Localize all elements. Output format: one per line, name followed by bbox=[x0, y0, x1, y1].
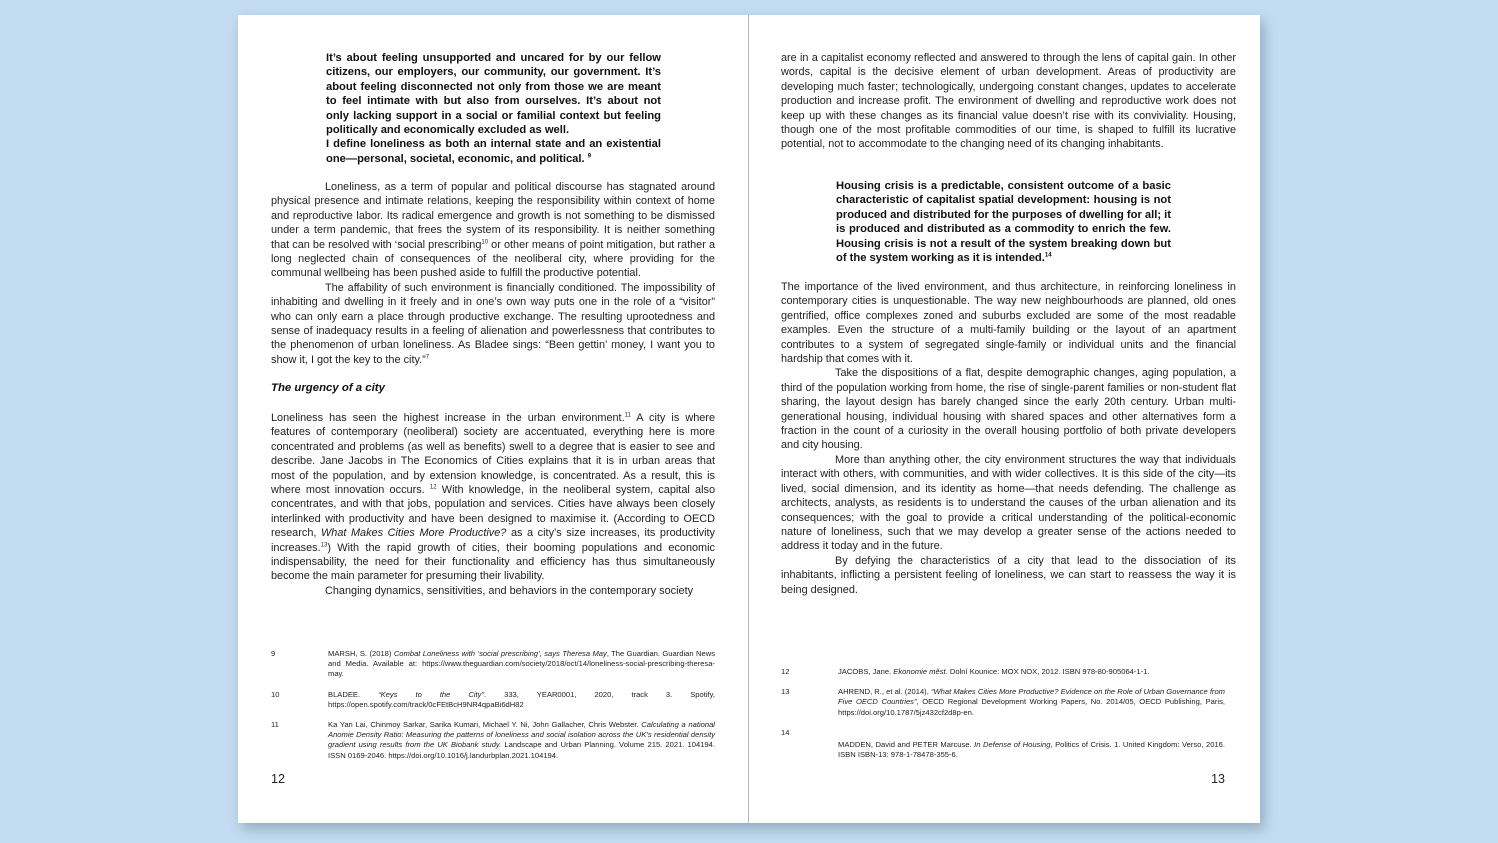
footnotes-right bbox=[781, 667, 1225, 770]
text-run: With knowledge, in the neoliberal system, capital also concentrates, and with that jobs, population and services. Cities have always been closely interlinked with productivity and have been designed to maximise it. (According to OECD research, bbox=[271, 484, 716, 540]
text-run: . Dolní Kounice: MOX NOX, 2012. ISBN 978-80-905064-1-1. bbox=[945, 667, 1150, 676]
paragraph bbox=[271, 180, 715, 281]
footnote bbox=[781, 687, 1225, 718]
footnote-number: 13 bbox=[781, 687, 790, 697]
text-run: as a city’s size increases, its productivity increases. bbox=[271, 527, 715, 554]
paragraph: By defying the characteristics of a city that lead to the dissociation of its inhabitants, inflicting a persistent feeling of loneliness, we can start to reassess the way it is being designed. bbox=[781, 554, 1236, 596]
text-run: Ka Yan Lai, Chinmoy Sarkar, Sarika Kumari, Michael Y. Ni, John Gallacher, Chris Webster. bbox=[328, 720, 642, 730]
italic-title: “What Makes Cities More Productive? Evidence on the Role of Urban Governance from Five OECD Countries” bbox=[838, 687, 1226, 707]
text-run: MADDEN, David and PETER Marcuse. bbox=[838, 739, 975, 749]
italic-title: Calculating a national Anomie Density Ratio: Measuring the patterns of loneliness and social isolation across the UK’s residential density gradient using results from the UK Biobank study. bbox=[328, 720, 715, 750]
body-text-right-bottom bbox=[781, 280, 1236, 597]
footnote-number: 14 bbox=[781, 727, 790, 737]
text-run: Loneliness, as a term of popular and political discourse has stagnated around physical presence and intimate relations, keeping the responsibility within context of home and reproductive labor. Its radical emergence and growth is not something to be dismissed under a term pandemic, that frees the system of its responsibility. It is neither something that can be resolved with ‘social prescribing bbox=[271, 181, 715, 251]
footnote-text bbox=[328, 720, 715, 761]
footnote-text bbox=[328, 690, 715, 710]
quote-text: Housing crisis is a predictable, consistent outcome of a basic characteristic of capitalist spatial development: housing is not produced and distributed for the purposes of dwelling for all; it is produced and distributed as a commodity to enrich the few. Housing crisis is not a result of the system breaking down but of the system working as it is intended. bbox=[836, 180, 1172, 265]
left-page bbox=[238, 15, 748, 823]
text-run: , The Guardian. Guardian News and Media. Available at: https://www.theguardian.com/society/2018/oct/14/loneliness-social-prescribing-theresa-may. bbox=[328, 649, 715, 679]
right-page bbox=[749, 15, 1260, 823]
italic-title: Ekonomie měst bbox=[893, 667, 946, 676]
text-run: , OECD Regional Development Working Papers, No. 2014/05, OECD Publishing, Paris, https://doi.org/10.1787/5jz432cf2d8p-en. bbox=[838, 697, 1225, 717]
footnote-ref: 10 bbox=[481, 239, 489, 245]
body-text-left-bottom bbox=[271, 411, 715, 598]
text-run: AHREND, R., et al. (2014), bbox=[838, 687, 931, 697]
footnotes-left bbox=[271, 649, 715, 771]
paragraph: are in a capitalist economy reflected and answered to through the lens of capital gain. In other words, capital is the decisive element of urban development. Areas of productivity are developing much faster; technologically, undergoing constant changes, updates to accelerate production and increase profit. The environment of dwelling and reproductive work does not keep up with these changes as its financial value doesn’t rise with its conviviality. Housing, though one of the most profitable commodities of our time, is shaped to fulfill its lucrative potential, not to accommodate to the changing need of its changing inhabitants. bbox=[781, 52, 1236, 151]
footnote-number: 10 bbox=[271, 689, 280, 699]
page-number: 13 bbox=[1211, 772, 1225, 786]
italic-title: Combat Loneliness with ‘social prescribing’, says Theresa May bbox=[393, 649, 607, 658]
text-run: Loneliness has seen the highest increase in the urban environment. bbox=[271, 412, 625, 424]
italic-title: What Makes Cities More Productive? bbox=[320, 527, 507, 540]
footnote-ref: 13 bbox=[320, 542, 328, 549]
text-run: The affability of such environment is financially conditioned. The impossibility of inhabiting and dwelling in it freely and in one’s own way puts one in the role of a “visitor” who can only earn a place through productive exchange. The resulting uprootedness and sense of inadequacy results in a feeling of alienation and powerlessness that contributes to the phenomenon of urban loneliness. As Bladee sings: “Been gettin’ money, I want you to show it, I got the key to the city.” bbox=[271, 281, 715, 366]
paragraph: Changing dynamics, sensitivities, and behaviors in the contemporary society bbox=[325, 584, 694, 597]
footnote bbox=[781, 728, 1225, 760]
quote-text: I define loneliness as both an internal state and an existential one—personal, societal, economic, and political. bbox=[326, 138, 661, 165]
footnote bbox=[271, 690, 715, 710]
text-run: or other means of point mitigation, but rather a long neglected chain of consequences of the neoliberal city, where providing for the communal wellbeing has been pushed aside to fulfill the productive potential. bbox=[271, 238, 716, 280]
footnote-number: 11 bbox=[271, 720, 279, 730]
paragraph: More than anything other, the city environment structures the way that individuals interact with others, with communities, and with wider collectives. It is this side of the city—its lived, social dimension, and its identity as home—that needs defending. The challenge as architects, analysts, as residents is to understand the causes of the urban alienation and its consequences; with the goal to provide a critical understanding of the political-economic nature of loneliness, such that we may develop a greater sense of the actions needed to address it today and in the future. bbox=[781, 453, 1236, 553]
body-text-left-top bbox=[271, 180, 715, 367]
text-run: ) With the rapid growth of cities, their booming populations and economic indispensability, the need for their functionality and efficiency has thus simultaneously become the main parameter for presuming their livability. bbox=[271, 541, 715, 583]
text-run: JACOBS, Jane. bbox=[838, 667, 894, 676]
italic-title: “Keys to the City” bbox=[378, 689, 484, 699]
text-run: , Politics of Crisis. 1. United Kingdom: Verso, 2016. ISBN ISBN-13: 978-1-78478-355-6. bbox=[838, 739, 1226, 760]
text-run: A city is where features of contemporary (neoliberal) society are accentuated, everything here is more concentrated and problems (as well as benefits) swell to a degree that is easier to see and describe. Jane Jacobs in The Economics of Cities explains that it is in urban areas that most of the population, and by extension knowledge, is concentrated. As a result, this is where most innovation occurs. bbox=[271, 412, 715, 497]
paragraph: The importance of the lived environment, and thus architecture, in reinforcing loneliness in contemporary cities is unquestionable. The way new neighbourhoods are planned, old ones gentrified, office complexes zoned and suburbs excluded are some of the most readable examples. Even the structure of a multi-family building or the layout of an apartment contributes to a system of segregated single-family or individual units and the financial hardship that comes with it. bbox=[781, 281, 1236, 366]
footnote-text bbox=[838, 667, 1225, 677]
footnote bbox=[781, 667, 1225, 677]
text-run: BLADEE. bbox=[328, 689, 379, 699]
footnote-ref: 7 bbox=[425, 354, 430, 361]
footnote-ref: 11 bbox=[624, 412, 631, 419]
page-number: 12 bbox=[271, 772, 285, 786]
footnote-number: 12 bbox=[781, 667, 790, 676]
footnote-text bbox=[838, 728, 1225, 760]
footnote-ref: 14 bbox=[1044, 252, 1052, 259]
footnote-text bbox=[328, 649, 715, 680]
paragraph: Take the dispositions of a flat, despite demographic changes, aging population, a third of the population working from home, the rise of single-parent families or non-student flat sharing, the layout design has barely changed since the early 20th century. Urban multi-generational housing, individual housing with shared spaces and other alternatives form a fraction in the count of a curiosity in the overall housing portfolio of both private developers and city housing. bbox=[781, 367, 1236, 452]
book-spread bbox=[238, 15, 1260, 823]
italic-title: In Defense of Housing bbox=[974, 739, 1051, 749]
body-text-right-top bbox=[781, 51, 1236, 152]
footnote-number: 9 bbox=[271, 649, 276, 658]
text-run: MARSH, S. (2018) bbox=[328, 649, 394, 658]
quote-paragraph bbox=[326, 137, 661, 166]
footnote-text bbox=[838, 687, 1225, 718]
quote-paragraph: It’s about feeling unsupported and uncared for by our fellow citizens, our employers, our community, our government. It’s about feeling disconnected not only from those we are meant to feel intimate with but also from ourselves. It’s about not only lacking support in a social or familial context but feeling politically and economically excluded as well. bbox=[326, 52, 661, 137]
paragraph bbox=[271, 411, 715, 584]
footnote-ref: 12 bbox=[429, 484, 437, 491]
paragraph bbox=[271, 281, 715, 367]
quote-paragraph bbox=[836, 179, 1171, 265]
footnote-ref: 9 bbox=[587, 153, 592, 160]
section-heading: The urgency of a city bbox=[271, 382, 385, 394]
footnote bbox=[271, 649, 715, 680]
text-run: Landscape and Urban Planning. Volume 215. 2021. 104194. ISSN 0169-2046. https://doi.org/10.1016/j.landurbplan.2021.104194. bbox=[328, 740, 715, 760]
text-run: . 333, YEAR0001, 2020, track 3. Spotify, https://open.spotify.com/track/0cFEtBcH9NR4qpaBi6dH82 bbox=[328, 689, 715, 709]
footnote bbox=[271, 720, 715, 761]
block-quote-left bbox=[326, 51, 661, 166]
block-quote-right bbox=[836, 179, 1171, 265]
